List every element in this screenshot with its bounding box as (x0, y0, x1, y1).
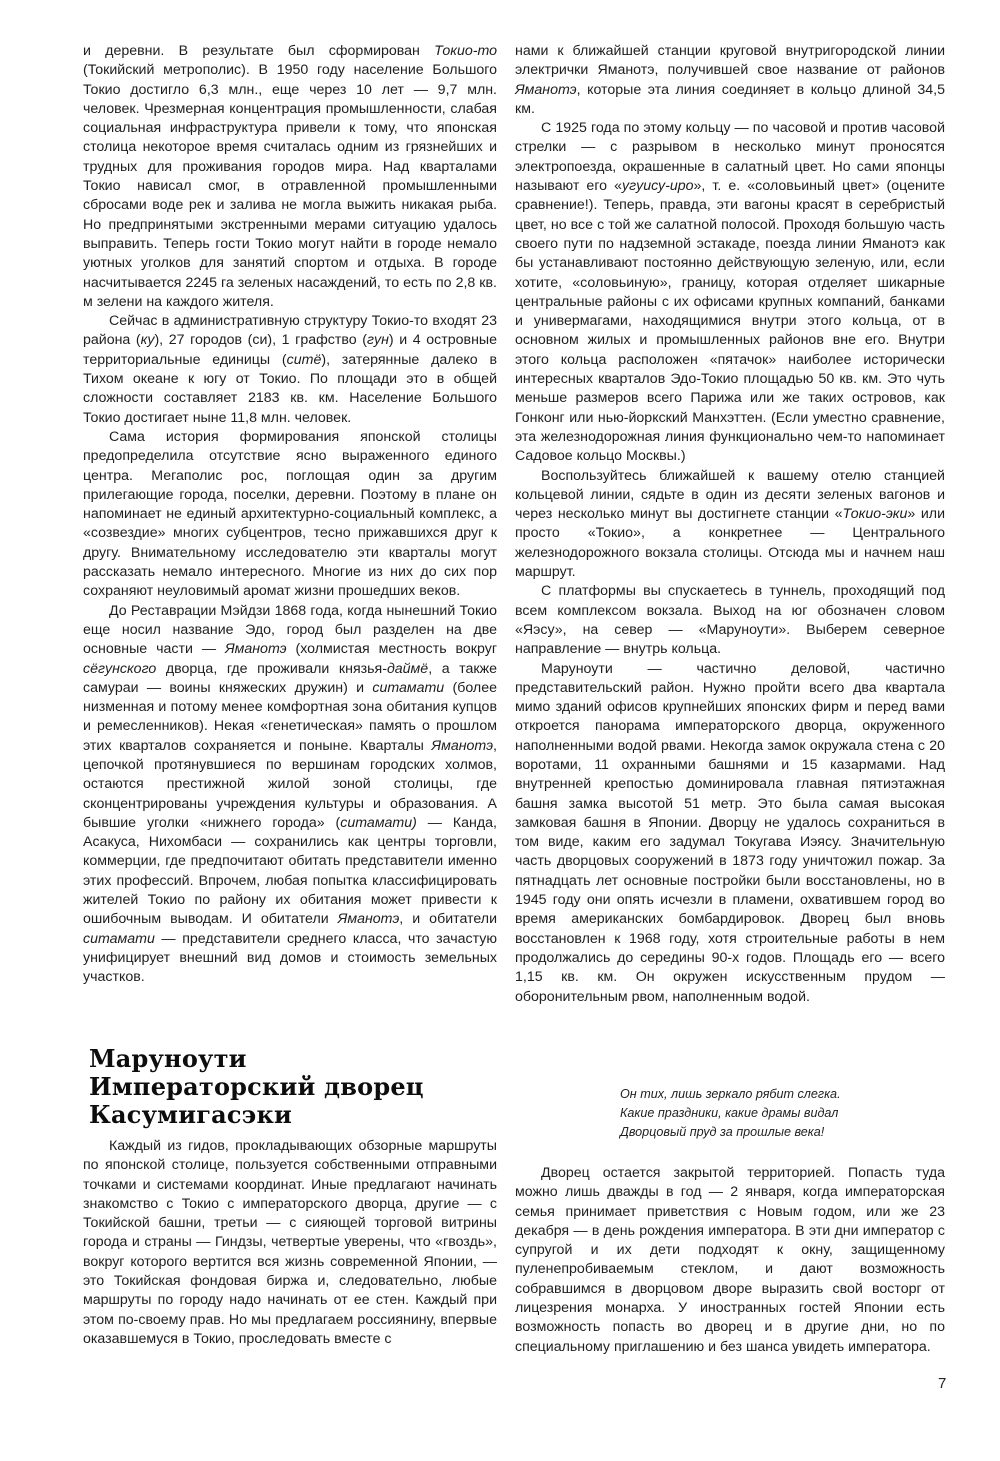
paragraph: Сейчас в административную структуру Токио-то входят 23 района (ку), 27 городов (си), 1 графство (гун) и 4 островные территориальные единицы (ситё), затерянные далеко в Тихом океане к югу от Токио. По площади это в общей сложности составляет 2183 кв. км. Население Большого Токио достигает ныне 11,8 млн. человек. (83, 313, 498, 426)
right-column-section-text (515, 1164, 945, 1357)
heading-line-marunouchi: Маруноути (89, 1044, 247, 1073)
paragraph: До Реставрации Мэйдзи 1868 года, когда нынешний Токио еще носил название Эдо, город был разделен на две основные части — Яманотэ (холмистая местность вокруг сёгунского дворца, где проживали князья-даймё, а также самураи — воины княжеских дружин) и ситамати (более низменная и потому менее комфортная зона обитания купцов и ремесленников). Некая «генетическая» память о прошлом этих кварталов сохраняется и поныне. Кварталы Яманотэ, цепочкой протянувшиеся по вершинам городских холмов, остаются престижной жилой зоной столицы, где сконцентрированы учреждения культуры и образования. А бывшие уголки «нижнего города» (ситамати) — Канда, Асакуса, Нихомбаси — сохранились как центры торговли, коммерции, где предпочитают обитать представители именно этих профессий. Впрочем, любая попытка классифицировать жителей Токио по району их обитания может привести к ошибочным выводам. И обитатели Яманотэ, и обитатели ситамати — представители среднего класса, что зачастую унифицирует внешний вид домов и стоимость земельных участков. (83, 602, 497, 986)
paragraph: Воспользуйтесь ближайшей к вашему отелю станцией кольцевой линии, сядьте в один из десяти зеленых вагонов и через несколько минут вы достигнете станции «Токио-эки» или просто «Токио», а конкретнее — Центрального железнодорожного вокзала столицы. Отсюда мы и начнем наш маршрут. (515, 467, 945, 581)
section-heading (89, 1045, 489, 1129)
italic-term: Яманотэ (224, 641, 287, 658)
heading-line-imperial-palace: Императорский дворец (89, 1072, 424, 1101)
paragraph: нами к ближайшей станции круговой внутригородской линии электрички Яманотэ, получившей свое название от районов Яманотэ, которые эта линия соединяет в кольцо длиной 34,5 км. (515, 43, 945, 117)
paragraph: Сама история формирования японской столицы предопределила отсутствие ясно выраженного единого центра. Мегаполис рос, поглощая один за другим прилегающие города, поселки, деревни. Поэтому в плане он напоминает не единый архитектурно-социальный комплекс, а «созвездие» многих субцентров, тесно прижавшихся друг к другу. Внимательному исследователю эти кварталы могут рассказать немало интересного. Многие из них до сих пор сохраняют неуловимый аромат жизни прошедших веков. (83, 428, 497, 600)
paragraph: Дворец остается закрытой территорией. Попасть туда можно лишь дважды в год — 2 января, когда императорская семья принимает приветствия с Новым годом, или же 23 декабря — в день рождения императора. В эти дни император с супругой и их дети подходят к окну, защищенному пуленепробиваемым стеклом, и дают возможность собравшимся в дворцовом дворе выразить свой восторг от лицезрения монарха. У иностранных гостей Японии есть возможность попасть во дворец и в другие дни, но по специальному приглашению и без шанса увидеть императора. (515, 1165, 945, 1355)
italic-term: Яманотэ (337, 911, 400, 928)
right-column-text (515, 42, 945, 1007)
italic-term: ситё (286, 351, 322, 368)
paragraph: С 1925 года по этому кольцу — по часовой и против часовой стрелки — с разрывом в несколько минут проносятся электропоезда, окрашенные в салатный цвет. Но сами японцы называют его «угуису-иро», т. е. «соловьиный цвет» (оцените сравнение!). Теперь, правда, эти вагоны красят в серебристый цвет, но все с той же салатной полосой. Проходя большую часть своего пути по надземной эстакаде, поезда линии Яманотэ как бы устанавливают постоянно действующую зеленую, или, если хотите, «соловьиную», границу, которая отделяет шикарные центральные районы с их офисами крупных компаний, банками и универмагами, находящимися внутри этого кольца, от в основном жилых и промышленных районов вне его. Внутри этого кольца расположен «пятачок» наиболее исторически интересных кварталов Эдо-Токио площадью 50 кв. км. Это чуть меньше размеров всего Парижа или же таких островов, как Гонконг или нью-йоркский Манхэттен. (Если уместно сравнение, эта железнодорожная линия функционально чем-то напоминает Садовое кольцо Москвы.) (515, 120, 946, 465)
poem-line: Какие праздники, какие драмы видал (620, 1106, 839, 1120)
paragraph: Каждый из гидов, прокладывающих обзорные маршруты по японской столице, пользуется собственными отправными точками и системами координат. Иные предлагают начинать знакомство с Токио с императорского дворца, другие — с Токийской башни, третьи — с сияющей торговой витрины города и страны — Гиндзы, четвертые уверены, что «гвоздь», вокруг которого вертится вся жизнь современной Японии, — это Токийская фондовая биржа и, следовательно, любые маршруты по городу надо начинать от ее стен. Каждый при этом по-своему прав. Но мы предлагаем россиянину, впервые оказавшемуся в Токио, проследовать вместе с (83, 1138, 497, 1347)
italic-term: Токио-то (434, 43, 497, 59)
italic-term: Яманотэ (515, 81, 577, 98)
italic-term: сёгунского (83, 660, 157, 677)
italic-term: Токио-эки (842, 506, 908, 523)
italic-term: даймё (386, 660, 429, 677)
poem-line: Он тих, лишь зеркало рябит слегка. (620, 1087, 841, 1101)
left-column-section-text (83, 1137, 497, 1349)
poem-epigraph (620, 1085, 920, 1142)
page-number: 7 (938, 1375, 947, 1392)
italic-term: ку (140, 332, 155, 349)
paragraph: С платформы вы спускаетесь в туннель, проходящий под всем комплексом вокзала. Выход на юг обозначен словом «Яэсу», на север — «Маруноути». Выберем северное направление — внутрь кольца. (515, 583, 945, 658)
italic-term: гун (367, 332, 389, 349)
left-column-text (83, 42, 497, 988)
italic-term: Яманотэ (431, 737, 494, 754)
heading-line-kasumigaseki: Касумигасэки (89, 1100, 293, 1129)
poem-line: Дворцовый пруд за прошлые века! (620, 1125, 825, 1139)
paragraph: Маруноути — частично деловой, частично представительский район. Нужно пройти всего два квартала мимо зданий офисов крупнейших японских фирм и перед вами откроется панорама императорского дворца, окруженного наполненными водой рвами. Некогда замок окружала стена с 20 воротами, 11 охранными башнями и 15 казармами. Над внутренней крепостью доминировала главная пятиэтажная башня замка высотой 51 метр. Это была самая высокая замковая башня в Японии. Дворцу не удалось сохраниться в том виде, каким его задумал Токугава Иэясу. Значительную часть дворцовых сооружений в 1873 году уничтожил пожар. За пятнадцать лет основные постройки были восстановлены, но в 1945 году они опять исчезли в пламени, охватившем город во время американских бомбардировок. Дворец был вновь восстановлен к 1968 году, хотя строительные работы в нем продолжались до середины 90-х годов. Площадь его — всего 1,15 кв. км. Он окружен искусственным прудом — оборонительным рвом, наполненным водой. (515, 660, 945, 1005)
italic-term: ситамати (372, 679, 445, 696)
italic-term: ситамати (83, 930, 155, 947)
italic-term: ситамати) (340, 814, 417, 831)
italic-term: угуису-иро (622, 178, 694, 195)
paragraph: и деревни. В результате был сформирован Токио-то (Токийский метрополис). В 1950 году население Большого Токио достигло 6,3 млн., еще через 10 лет — 9,7 млн. человек. Чрезмерная концентрация промышленности, слабая социальная инфраструктура привели к тому, что японская столица некоторое время считалась одним из грязнейших и трудных для проживания городов мира. Над кварталами Токио нависал смог, в отравленной промышленными сбросами воде рек и залива не могла выжить никакая рыба. Но предпринятыми экстренными мерами ситуацию удалось выправить. Теперь гости Токио могут найти в городе немало уютных уголков для занятий спортом и отдыха. В городе насчитывается 2245 га зеленых насаждений, то есть по 2,8 кв. м зелени на каждого жителя. (83, 43, 497, 310)
